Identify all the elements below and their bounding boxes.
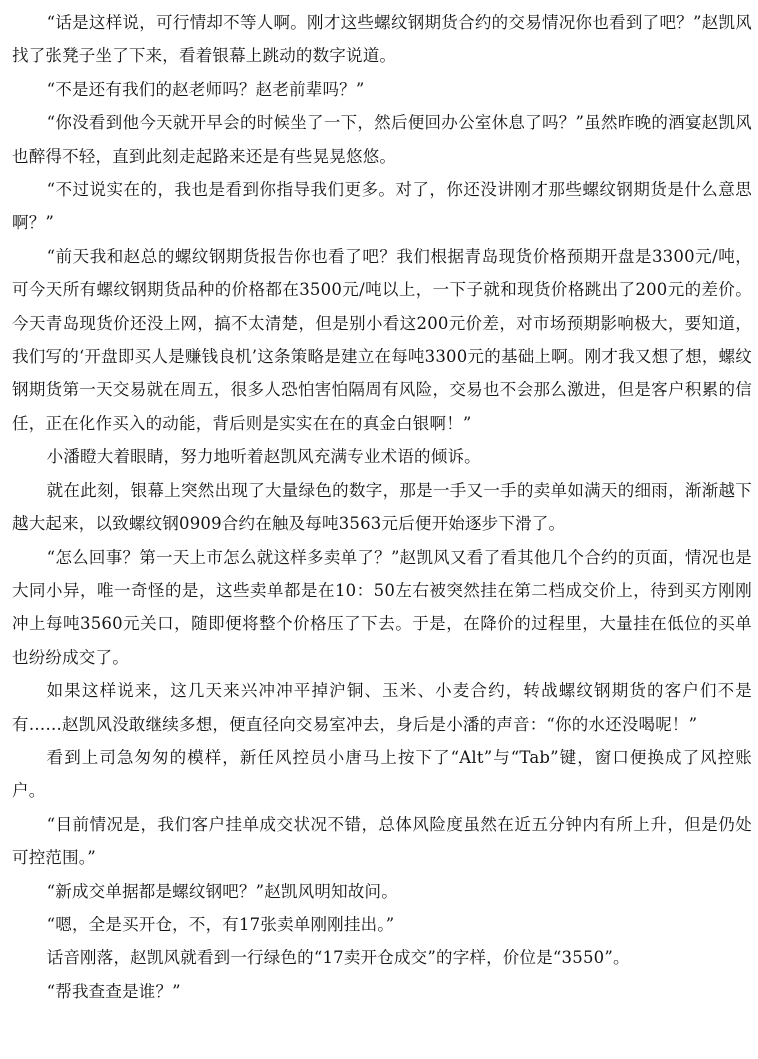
paragraph-10: 看到上司急匆匆的模样，新任风控员小唐马上按下了“Alt”与“Tab”键，窗口便换成了风控账户。 xyxy=(12,747,752,801)
paragraph-3: “你没看到他今天就开早会的时候坐了一下，然后便回办公室休息了吗？”虽然昨晚的酒宴赵凯风也醉得不轻，直到此刻走起路来还是有些晃晃悠悠。 xyxy=(12,113,752,166)
paragraph-14: 话音刚落，赵凯风就看到一行绿色的“17卖开仓成交”的字样，价位是“3550”。 xyxy=(46,948,630,968)
paragraph-7: 就在此刻，银幕上突然出现了大量绿色的数字，那是一手又一手的卖单如满天的细雨，渐渐越下越大起来，以致螺纹钢0909合约在触及每吨3563元后便开始逐步下滑了。 xyxy=(12,480,752,534)
paragraph-2: “不是还有我们的赵老师吗？赵老前辈吗？” xyxy=(46,79,365,99)
paragraph-4: “不过说实在的，我也是看到你指导我们更多。对了，你还没讲刚才那些螺纹钢期货是什么意思啊？” xyxy=(12,180,752,233)
paragraph-13: “嗯，全是买开仓，不，有17张卖单刚刚挂出。” xyxy=(46,914,395,934)
paragraph-6: 小潘瞪大着眼睛，努力地听着赵凯风充满专业术语的倾诉。 xyxy=(46,447,481,467)
paragraph-8: “怎么回事？第一天上市怎么就这样多卖单了？”赵凯风又看了看其他几个合约的页面，情况也是大同小异，唯一奇怪的是，这些卖单都是在10：50左右被突然挂在第二档成交价上，待到买方刚刚冲上每吨3560元关口，随即便将整个价格压了下去。于是，在降价的过程里，大量挂在低位的买单也纷纷成交了。 xyxy=(12,547,752,667)
paragraph-15: “帮我查查是谁？” xyxy=(46,981,181,1001)
paragraph-12: “新成交单据都是螺纹钢吧？”赵凯风明知故问。 xyxy=(46,881,398,901)
paragraph-1: “话是这样说，可行情却不等人啊。刚才这些螺纹钢期货合约的交易情况你也看到了吧？”赵凯风找了张凳子坐了下来，看着银幕上跳动的数字说道。 xyxy=(12,13,752,66)
paragraph-9: 如果这样说来，这几天来兴冲冲平掉沪铜、玉米、小麦合约，转战螺纹钢期货的客户们不是有……赵凯风没敢继续多想，便直径向交易室冲去，身后是小潘的声音：“你的水还没喝呢！” xyxy=(12,681,752,734)
paragraph-11: “目前情况是，我们客户挂单成交状况不错，总体风险度虽然在近五分钟内有所上升，但是仍处可控范围。” xyxy=(12,814,752,868)
paragraph-5: “前天我和赵总的螺纹钢期货报告你也看了吧？我们根据青岛现货价格预期开盘是3300元/吨，可今天所有螺纹钢期货品种的价格都在3500元/吨以上，一下子就和现货价格跳出了200元的差价。今天青岛现货价还没上网，搞不太清楚，但是别小看这200元价差，对市场预期影响极大，要知道，我们写的‘开盘即买人是赚钱良机’这条策略是建立在每吨3300元的基础上啊。刚才我又想了想，螺纹钢期货第一天交易就在周五，很多人恐怕害怕隔周有风险，交易也不会那么激进，但是客户积累的信任，正在化作买入的动能，背后则是实实在在的真金白银啊！” xyxy=(12,246,752,433)
